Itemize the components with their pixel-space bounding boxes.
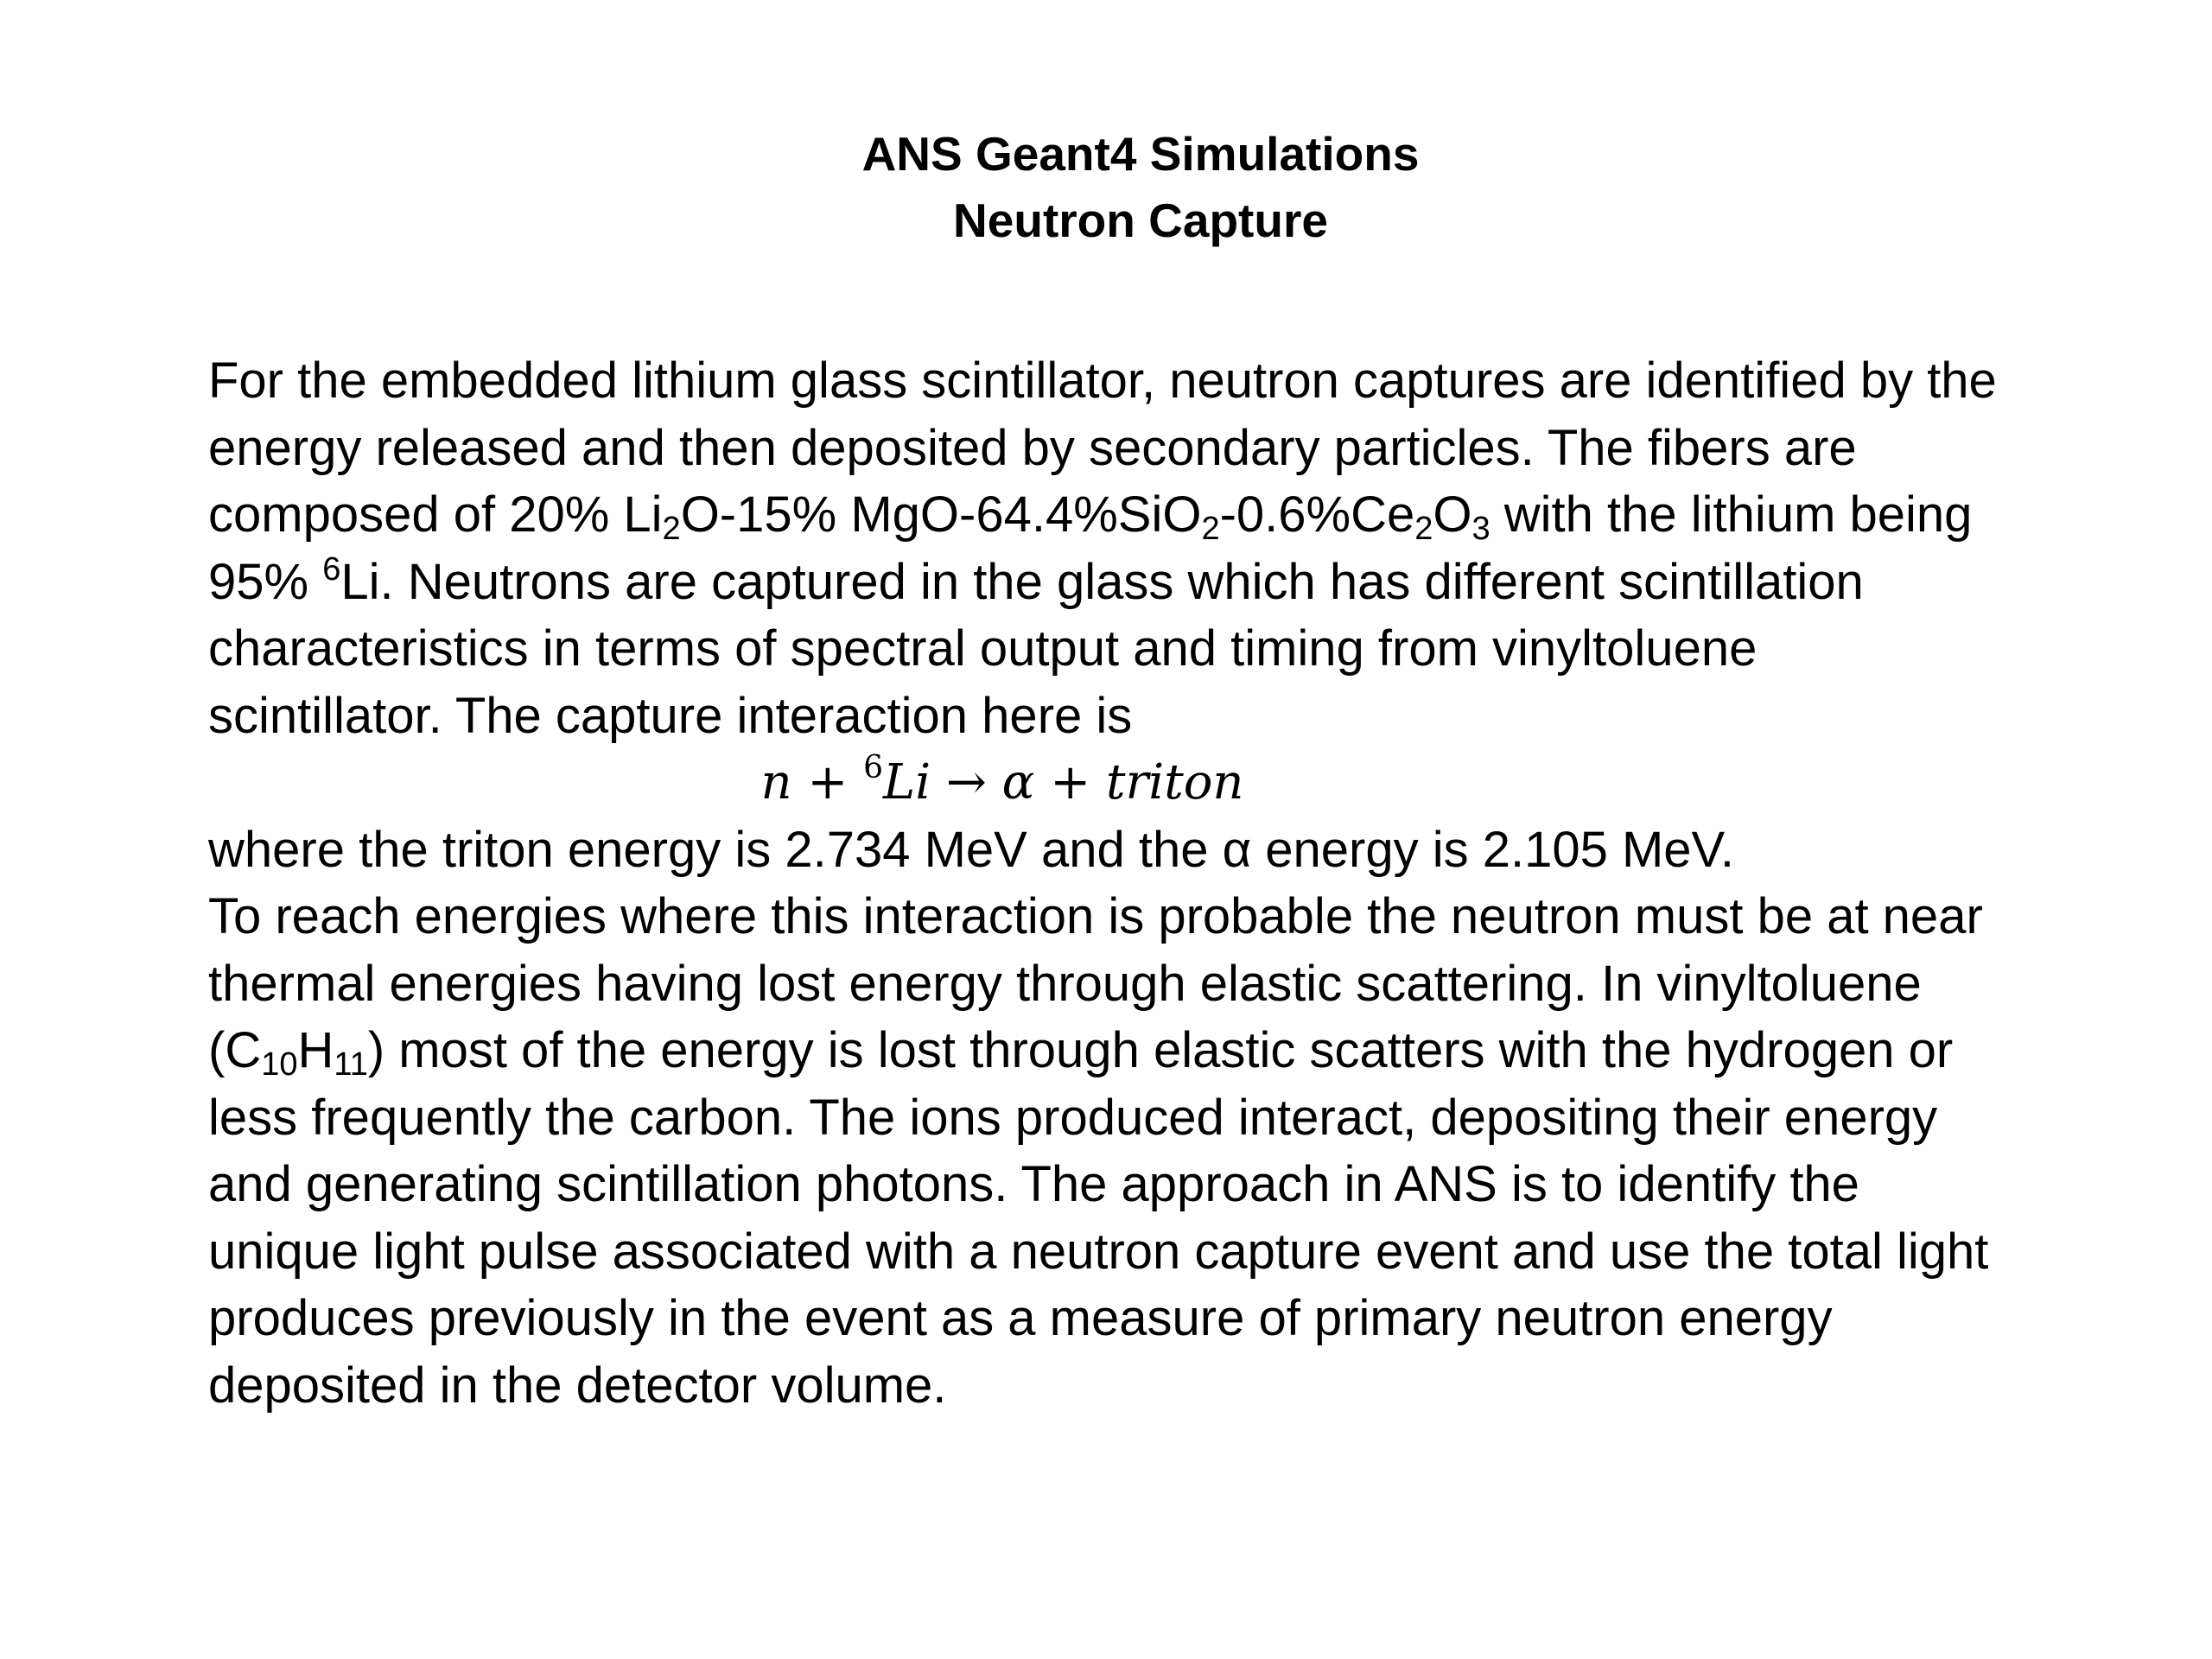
subscript: 3	[1471, 511, 1491, 547]
text-fragment: composed of 20% Li	[208, 486, 663, 543]
text-line: For the embedded lithium glass scintillator, neutron captures are identified by the	[208, 353, 1997, 409]
capture-equation	[208, 749, 1796, 817]
text-line-isotope	[208, 549, 2196, 616]
text-line-formula	[208, 1017, 2196, 1084]
text-line: energy released and then deposited by secondary particles. The fibers are	[208, 419, 1857, 476]
text-fragment: O-15% MgO-64.4%SiO	[680, 486, 1202, 543]
equation-term: Li	[883, 754, 931, 810]
text-line: less frequently the carbon. The ions produced interact, depositing their energy	[208, 1089, 1938, 1146]
subscript: 11	[334, 1046, 368, 1083]
text-line: deposited in the detector volume.	[208, 1357, 947, 1414]
title-line-2: Neutron Capture	[953, 194, 1328, 247]
body-text	[208, 347, 2196, 1419]
text-fragment: 95%	[208, 553, 323, 610]
text-fragment: -0.6%Ce	[1219, 486, 1415, 543]
equation-arrow: →	[931, 754, 1002, 810]
text-fragment: H	[297, 1022, 334, 1078]
equation-operator: +	[791, 754, 864, 810]
text-line: characteristics in terms of spectral output and timing from vinyltoluene	[208, 620, 1758, 677]
text-line: and generating scintillation photons. The approach in ANS is to identify the	[208, 1156, 1859, 1212]
equation-term: α	[1001, 754, 1035, 810]
equation-superscript: 6	[863, 750, 884, 785]
text-fragment: (C	[208, 1022, 262, 1078]
subscript: 2	[662, 511, 681, 547]
text-line: where the triton energy is 2.734 MeV and the α energy is 2.105 MeV.	[208, 821, 1734, 878]
text-line-composition	[208, 481, 2196, 549]
superscript: 6	[322, 550, 341, 588]
text-line: thermal energies having lost energy through elastic scattering. In vinyltoluene	[208, 955, 1922, 1012]
text-line: produces previously in the event as a measure of primary neutron energy	[208, 1290, 1833, 1346]
equation-term: n	[760, 754, 792, 810]
equation-operator: +	[1034, 754, 1107, 810]
text-line: unique light pulse associated with a neutron capture event and use the total light	[208, 1223, 1989, 1280]
equation-term: triton	[1106, 754, 1244, 810]
subscript: 2	[1414, 511, 1433, 547]
text-fragment: Li. Neutrons are captured in the glass which has different scintillation	[340, 553, 1864, 610]
text-fragment: O	[1433, 486, 1472, 543]
text-line: scintillator. The capture interaction here is	[208, 687, 1133, 744]
title-line-1: ANS Geant4 Simulations	[861, 127, 1420, 181]
slide-title	[0, 121, 2212, 254]
subscript: 10	[261, 1046, 298, 1083]
text-fragment: ) most of the energy is lost through elastic scatters with the hydrogen or	[367, 1022, 1954, 1078]
text-line: To reach energies where this interaction is probable the neutron must be at near	[208, 888, 1983, 944]
subscript: 2	[1201, 511, 1220, 547]
text-fragment: with the lithium being	[1490, 486, 1973, 543]
